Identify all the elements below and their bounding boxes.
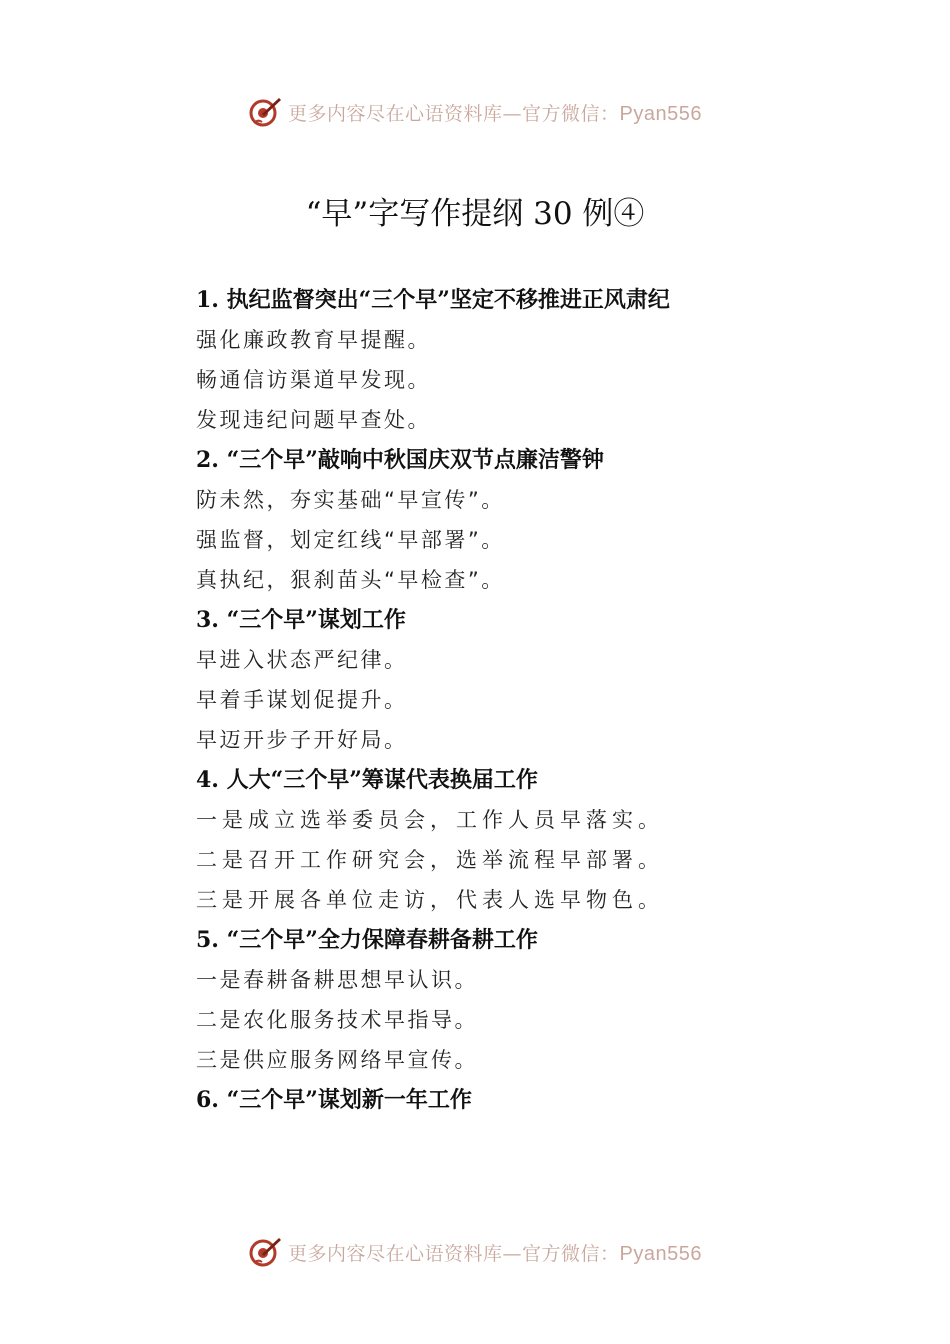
- body-line: 早迈开步子开好局。: [196, 728, 408, 752]
- body-line: 三是供应服务网络早宣传。: [196, 1048, 478, 1072]
- section-4: [196, 760, 816, 920]
- body-line: 真执纪，狠刹苗头“早检查”。: [196, 568, 505, 592]
- watermark-wechat-id: Pyan556: [619, 102, 702, 125]
- section-heading: 1. 执纪监督突出“三个早”坚定不移推进正风肃纪: [196, 287, 670, 313]
- watermark-footer: [0, 1232, 950, 1272]
- body-line: 强监督，划定红线“早部署”。: [196, 528, 505, 552]
- body-line: 早进入状态严纪律。: [196, 648, 408, 672]
- body-line: 发现违纪问题早查处。: [196, 408, 431, 432]
- section-2: [196, 440, 816, 600]
- section-heading: 5. “三个早”全力保障春耕备耕工作: [196, 927, 538, 953]
- body-line: 防未然，夯实基础“早宣传”。: [196, 488, 505, 512]
- body-line: 二是召开工作研究会，选举流程早部署。: [196, 848, 664, 872]
- section-heading: 2. “三个早”敲响中秋国庆双节点廉洁警钟: [196, 447, 604, 473]
- body-line: 一是春耕备耕思想早认识。: [196, 968, 478, 992]
- section-6: [196, 1080, 816, 1120]
- section-1: [196, 280, 816, 440]
- body-line: 畅通信访渠道早发现。: [196, 368, 431, 392]
- section-heading: 4. 人大“三个早”筹谋代表换届工作: [196, 767, 538, 793]
- section-3: [196, 600, 816, 760]
- section-heading: 3. “三个早”谋划工作: [196, 607, 406, 633]
- body-line: 强化廉政教育早提醒。: [196, 328, 431, 352]
- pen-logo-icon: [248, 1235, 282, 1269]
- pen-logo-icon: [248, 95, 282, 129]
- watermark-wechat-id: Pyan556: [619, 1242, 702, 1265]
- body-line: 三是开展各单位走访，代表人选早物色。: [196, 888, 664, 912]
- body-line: 二是农化服务技术早指导。: [196, 1008, 478, 1032]
- body-line: 一是成立选举委员会，工作人员早落实。: [196, 808, 664, 832]
- watermark-header: [0, 92, 950, 132]
- watermark-text: 更多内容尽在心语资料库—官方微信：Pyan556: [288, 102, 702, 125]
- section-heading: 6. “三个早”谋划新一年工作: [196, 1087, 472, 1113]
- document-body: [196, 280, 816, 1120]
- document-title: “早”字写作提纲 30 例④: [305, 196, 645, 232]
- body-line: 早着手谋划促提升。: [196, 688, 408, 712]
- watermark-text: 更多内容尽在心语资料库—官方微信：Pyan556: [288, 1242, 702, 1265]
- section-5: [196, 920, 816, 1080]
